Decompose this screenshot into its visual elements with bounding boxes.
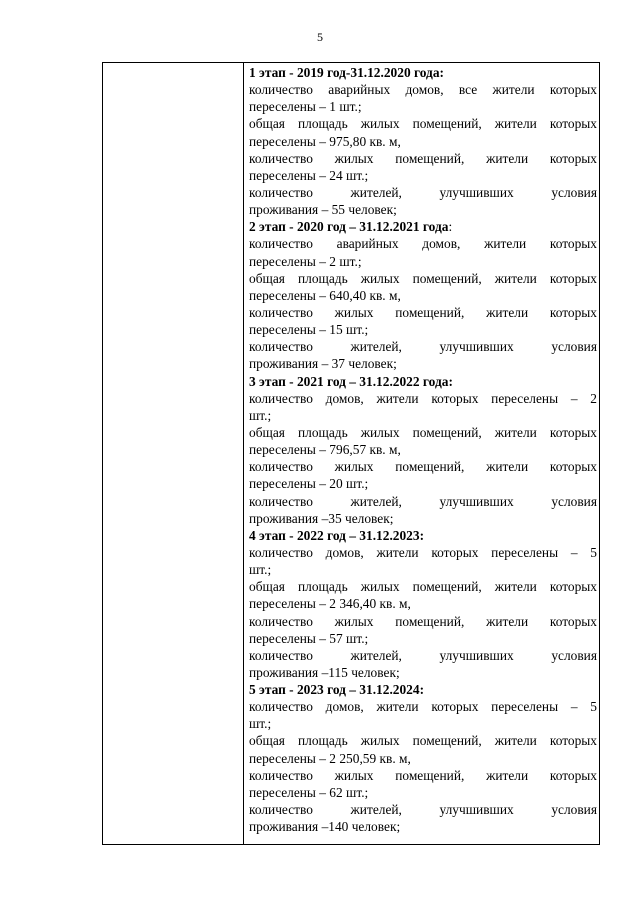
stage-text-line: общая площадь жилых помещений, жители которых <box>249 579 597 595</box>
stage-block <box>249 373 597 527</box>
stage-text-line: общая площадь жилых помещений, жители которых <box>249 424 597 440</box>
stage-heading: 2 этап - 2020 год – 31.12.2021 года <box>249 219 449 235</box>
stage-text-line: проживания – 37 человек; <box>249 356 397 372</box>
stage-text-line: количество жилых помещений, жители которых <box>249 150 597 166</box>
stage-heading-line <box>249 373 597 390</box>
stage-text-line: переселены – 2 346,40 кв. м, <box>249 596 411 612</box>
stage-text-line: переселены – 1 шт.; <box>249 99 362 115</box>
stage-heading-line <box>249 218 597 235</box>
stage-text-line: количество домов, жители которых переселены – 2 <box>249 390 597 406</box>
stage-text-line: переселены – 15 шт.; <box>249 322 369 338</box>
stage-text-line: переселены – 57 шт.; <box>249 630 369 646</box>
stage-text-line: переселены – 20 шт.; <box>249 476 369 492</box>
stage-text-line: количество жителей, улучшивших условия <box>249 184 597 200</box>
stage-heading-suffix: : <box>448 219 453 235</box>
stage-heading: 1 этап - 2019 год-31.12.2020 года: <box>249 65 444 80</box>
stage-block <box>249 681 597 835</box>
stage-text-line: количество жителей, улучшивших условия <box>249 493 597 509</box>
stage-text-line: переселены – 640,40 кв. м, <box>249 287 401 303</box>
stage-heading: 4 этап - 2022 год – 31.12.2023: <box>249 527 425 543</box>
stage-heading-line <box>249 64 597 81</box>
stage-text-line: количество жилых помещений, жители которых <box>249 613 597 629</box>
stage-text-line: общая площадь жилых помещений, жители которых <box>249 116 597 132</box>
document-table <box>102 62 600 845</box>
stage-text-line: количество жителей, улучшивших условия <box>249 339 597 355</box>
stage-heading: 5 этап - 2023 год – 31.12.2024: <box>249 682 425 698</box>
stage-text-line: количество жителей, улучшивших условия <box>249 647 597 663</box>
stage-text-line: переселены – 62 шт.; <box>249 784 369 800</box>
stage-heading: 3 этап - 2021 год – 31.12.2022 года: <box>249 373 453 389</box>
stage-heading-line <box>249 681 597 698</box>
stages-cell <box>249 64 597 835</box>
stage-text-line: проживания –115 человек; <box>249 664 400 680</box>
stage-text-line: количество жителей, улучшивших условия <box>249 802 597 818</box>
stage-text-line: проживания –140 человек; <box>249 819 401 835</box>
stage-text-line: переселены – 2 250,59 кв. м, <box>249 750 411 766</box>
stage-block <box>249 527 597 681</box>
stage-block <box>249 218 597 372</box>
stage-text-line: общая площадь жилых помещений, жители которых <box>249 733 597 749</box>
stage-text-line: переселены – 2 шт.; <box>249 253 362 269</box>
stage-text-line: шт.; <box>249 407 272 423</box>
stage-heading-line <box>249 527 597 544</box>
stage-text-line: шт.; <box>249 562 272 578</box>
stage-text-line: проживания –35 человек; <box>249 510 394 526</box>
stage-text-line: количество жилых помещений, жители которых <box>249 767 597 783</box>
stage-text-line: количество домов, жители которых переселены – 5 <box>249 699 597 715</box>
column-divider <box>243 63 244 844</box>
stage-text-line: переселены – 975,80 кв. м, <box>249 133 401 149</box>
stage-text-line: общая площадь жилых помещений, жители которых <box>249 270 597 286</box>
stage-text-line: переселены – 796,57 кв. м, <box>249 442 401 458</box>
stage-text-line: проживания – 55 человек; <box>249 202 397 218</box>
stage-text-line: количество аварийных домов, все жители которых <box>249 82 597 98</box>
stage-text-line: количество аварийных домов, жители которых <box>249 236 597 252</box>
page-number: 5 <box>317 30 323 44</box>
stage-text-line: переселены – 24 шт.; <box>249 167 369 183</box>
stage-text-line: шт.; <box>249 716 272 732</box>
stage-block <box>249 64 597 218</box>
stage-text-line: количество домов, жители которых переселены – 5 <box>249 544 597 560</box>
stage-text-line: количество жилых помещений, жители которых <box>249 459 597 475</box>
stage-text-line: количество жилых помещений, жители которых <box>249 304 597 320</box>
